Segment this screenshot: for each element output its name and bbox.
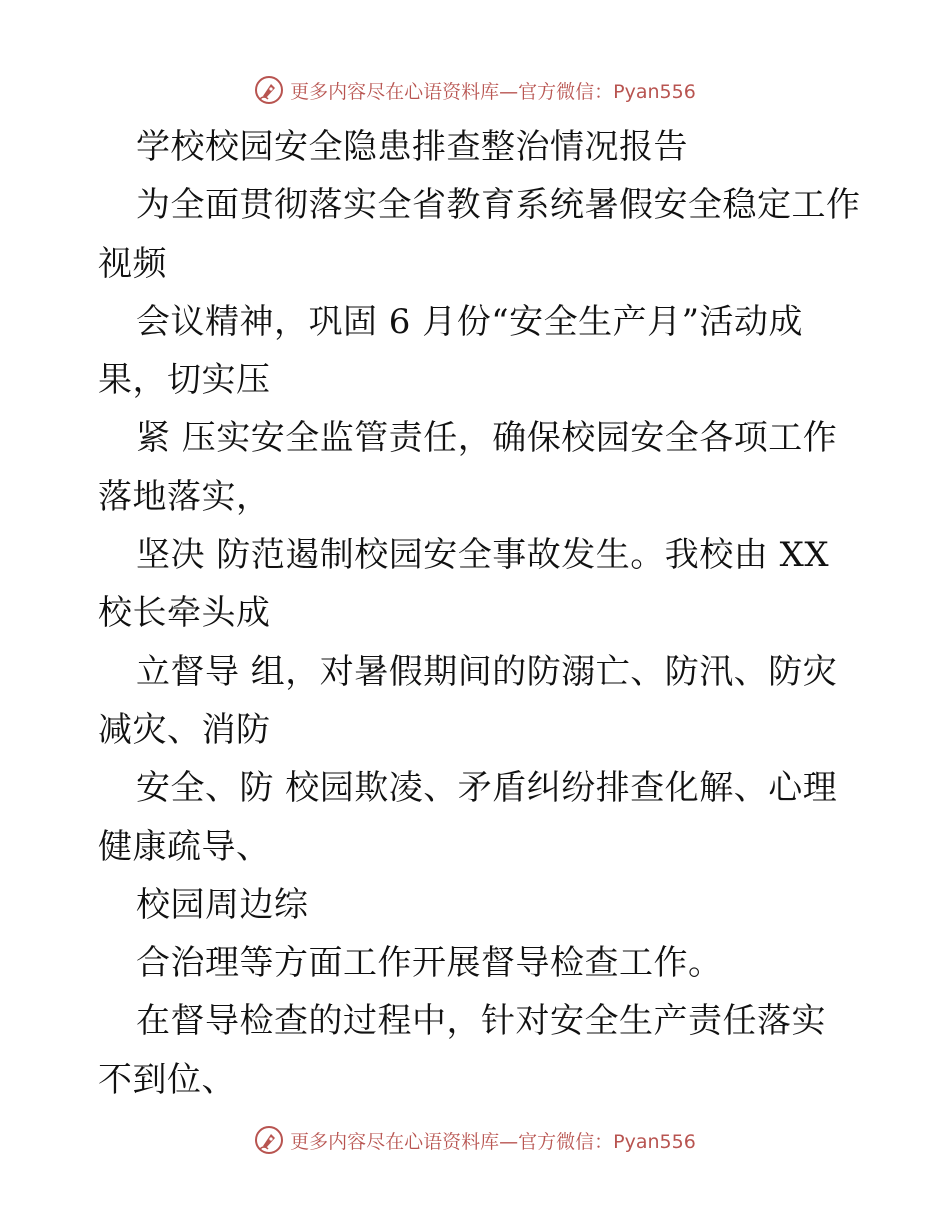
text-line: 坚决 防范遏制校园安全事故发生。我校由 XX (136, 535, 830, 576)
banner-text: 更多内容尽在心语资料库—官方微信：Pyan556 (290, 80, 696, 103)
banner-text: 更多内容尽在心语资料库—官方微信：Pyan556 (290, 1130, 696, 1153)
text-line: 为全面贯彻落实全省教育系统暑假安全稳定工作 (136, 185, 861, 226)
text-line: 立督导 组，对暑假期间的防溺亡、防汛、防灾 (136, 651, 838, 692)
text-line: 落地落实， (98, 476, 271, 517)
text-line: 健康疏导、 (98, 826, 271, 867)
text-line: 果，切实压 (98, 360, 271, 401)
text-line: 会议精神，巩固 6 月份“安全生产月”活动成 (136, 301, 804, 342)
document-body (98, 118, 888, 1109)
text-line: 校长牵头成 (98, 593, 271, 634)
pen-nib-logo-icon (254, 1125, 284, 1155)
text-line: 安全、防 校园欺凌、矛盾纠纷排查化解、心理 (136, 768, 838, 809)
text-line: 不到位、 (98, 1059, 236, 1100)
header-banner (0, 70, 950, 110)
text-line: 减灾、消防 (98, 709, 271, 750)
text-line: 在督导检查的过程中，针对安全生产责任落实 (136, 1001, 826, 1042)
pen-nib-logo-icon (254, 75, 284, 105)
text-line: 视频 (98, 243, 167, 284)
footer-banner (0, 1120, 950, 1160)
text-line: 校园周边综 (136, 884, 309, 925)
text-line: 合治理等方面工作开展督导检查工作。 (136, 943, 723, 984)
document-title: 学校校园安全隐患排查整治情况报告 (136, 127, 688, 167)
text-line: 紧 压实安全监管责任，确保校园安全各项工作 (136, 418, 838, 459)
